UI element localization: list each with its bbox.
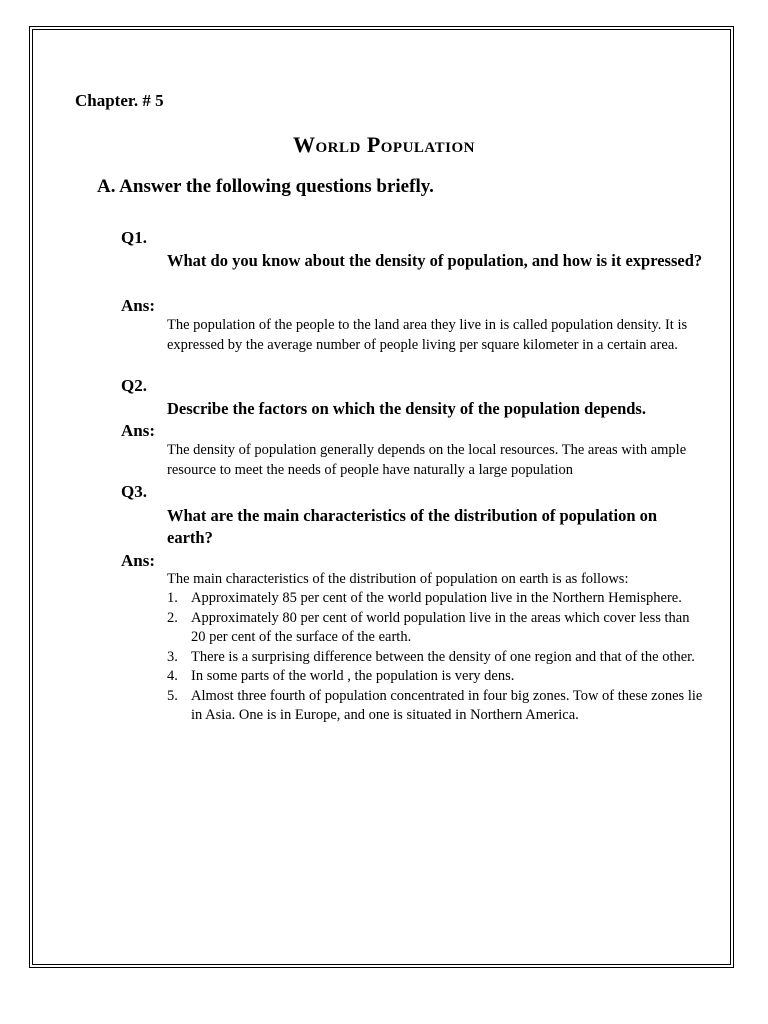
section-heading: A. Answer the following questions briefly.	[97, 176, 434, 197]
list-item-number: 5.	[167, 687, 178, 704]
answer-text-1: The population of the people to the land area they live in is called population density. It is expressed by the average number of people living per square kilometer in a certain area.	[167, 317, 688, 353]
question-label-2: Q2.	[121, 376, 147, 395]
list-item	[167, 667, 707, 687]
answer-intro-3: The main characteristics of the distribution of population on earth is as follows:	[167, 571, 629, 587]
list-item-number: 2.	[167, 609, 178, 626]
question-label-1: Q1.	[121, 228, 147, 247]
answer-text-2: The density of population generally depends on the local resources. The areas with ample resource to meet the needs of people have naturally a large population	[167, 442, 687, 478]
question-text-3: What are the main characteristics of the distribution of population on earth?	[167, 506, 658, 547]
list-item-number: 4.	[167, 668, 178, 684]
list-item	[167, 687, 707, 726]
chapter-label: Chapter. # 5	[75, 91, 164, 110]
page-title: World Population	[292, 132, 475, 157]
list-item	[167, 609, 707, 648]
question-text-1: What do you know about the density of population, and how is it expressed?	[167, 251, 703, 270]
question-text-2: Describe the factors on which the density of the population depends.	[167, 399, 646, 418]
question-label-3: Q3.	[121, 482, 147, 501]
list-item	[167, 589, 707, 609]
list-item-number: 1.	[167, 590, 178, 606]
characteristics-list	[167, 589, 707, 726]
answer-label-3: Ans:	[121, 551, 156, 570]
list-item	[167, 648, 707, 668]
list-item-text: Almost three fourth of population concentrated in four big zones. Tow of these zones lie in Asia. One is in Europe, and one is situated in Northern America.	[191, 687, 703, 723]
list-item-text: In some parts of the world , the population is very dens.	[191, 668, 515, 684]
list-item-number: 3.	[167, 648, 178, 665]
answer-label-1: Ans:	[121, 296, 156, 315]
answer-label-2: Ans:	[121, 421, 156, 440]
list-item-text: Approximately 80 per cent of world population live in the areas which cover less than 20 per cent of the surface of the earth.	[191, 609, 690, 645]
list-item-text: Approximately 85 per cent of the world population live in the Northern Hemisphere.	[191, 590, 682, 606]
list-item-text: There is a surprising difference between the density of one region and that of the other.	[191, 648, 695, 665]
